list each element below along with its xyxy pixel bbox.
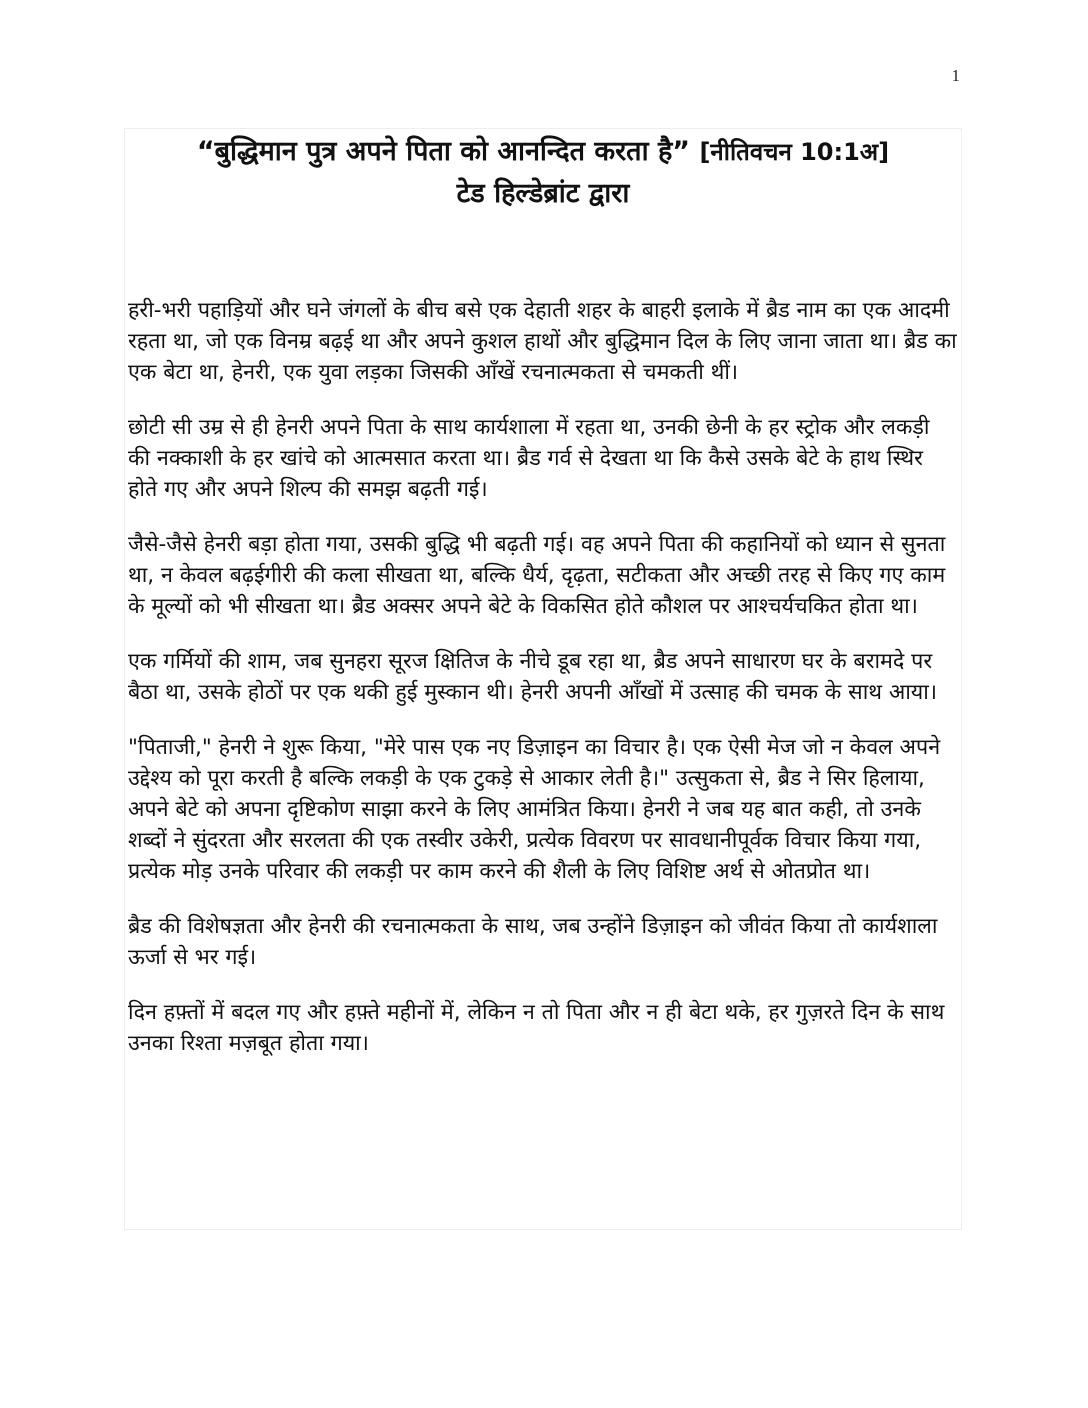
title-reference: [नीतिवचन 10:1अ]: [699, 138, 890, 166]
title-main: “बुद्धिमान पुत्र अपने पिता को आनन्दित करता है”: [196, 136, 700, 167]
paragraph: एक गर्मियों की शाम, जब सुनहरा सूरज क्षितिज के नीचे डूब रहा था, ब्रैड अपने साधारण घर के बरामदे पर बैठा था, उसके होठों पर एक थकी हुई मुस्कान थी। हेनरी अपनी आँखों में उत्साह की चमक के साथ आया।: [128, 649, 937, 705]
title-block: [124, 131, 962, 214]
author-byline: टेड हिल्डेब्रांट द्वारा: [456, 178, 630, 209]
body-text: [128, 295, 958, 1083]
paragraph: दिन हफ़्तों में बदल गए और हफ़्ते महीनों में, लेकिन न तो पिता और न ही बेटा थके, हर गुज़रते दिन के साथ उनका रिश्ता मज़बूत होता गया।: [128, 1000, 945, 1056]
page-number: 1: [951, 66, 960, 85]
paragraph: छोटी सी उम्र से ही हेनरी अपने पिता के साथ कार्यशाला में रहता था, उनकी छेनी के हर स्ट्रोक और लकड़ी की नक्काशी के हर खांचे को आत्मसात करता था। ब्रैड गर्व से देखता था कि कैसे उसके बेटे के हाथ स्थिर होते गए और अपने शिल्प की समझ बढ़ती गई।: [128, 415, 930, 502]
paragraph: "पिताजी," हेनरी ने शुरू किया, "मेरे पास एक नए डिज़ाइन का विचार है। एक ऐसी मेज जो न केवल अपने उद्देश्य को पूरा करती है बल्कि लकड़ी के एक टुकड़े से आकार लेती है।" उत्सुकता से, ब्रैड ने सिर हिलाया, अपने बेटे को अपना दृष्टिकोण साझा करने के लिए आमंत्रित किया। हेनरी ने जब यह बात कही, तो उनके शब्दों ने सुंदरता और सरलता की एक तस्वीर उकेरी, प्रत्येक विवरण पर सावधानीपूर्वक विचार किया गया, प्रत्येक मोड़ उनके परिवार की लकड़ी पर काम करने की शैली के लिए विशिष्ट अर्थ से ओतप्रोत था।: [128, 735, 941, 884]
paragraph: जैसे-जैसे हेनरी बड़ा होता गया, उसकी बुद्धि भी बढ़ती गई। वह अपने पिता की कहानियों को ध्यान से सुनता था, न केवल बढ़ईगीरी की कला सीखता था, बल्कि धैर्य, दृढ़ता, सटीकता और अच्छी तरह से किए गए काम के मूल्यों को भी सीखता था। ब्रैड अक्सर अपने बेटे के विकसित होते कौशल पर आश्चर्यचकित होता था।: [128, 532, 946, 619]
document-title: [124, 131, 962, 173]
paragraph: हरी-भरी पहाड़ियों और घने जंगलों के बीच बसे एक देहाती शहर के बाहरी इलाके में ब्रैड नाम का एक आदमी रहता था, जो एक विनम्र बढ़ई था और अपने कुशल हाथों और बुद्धिमान दिल के लिए जाना जाता था। ब्रैड का एक बेटा था, हेनरी, एक युवा लड़का जिसकी आँखें रचनात्मकता से चमकती थीं।: [128, 298, 957, 385]
paragraph: ब्रैड की विशेषज्ञता और हेनरी की रचनात्मकता के साथ, जब उन्होंने डिज़ाइन को जीवंत किया तो कार्यशाला ऊर्जा से भर गई।: [128, 914, 938, 970]
